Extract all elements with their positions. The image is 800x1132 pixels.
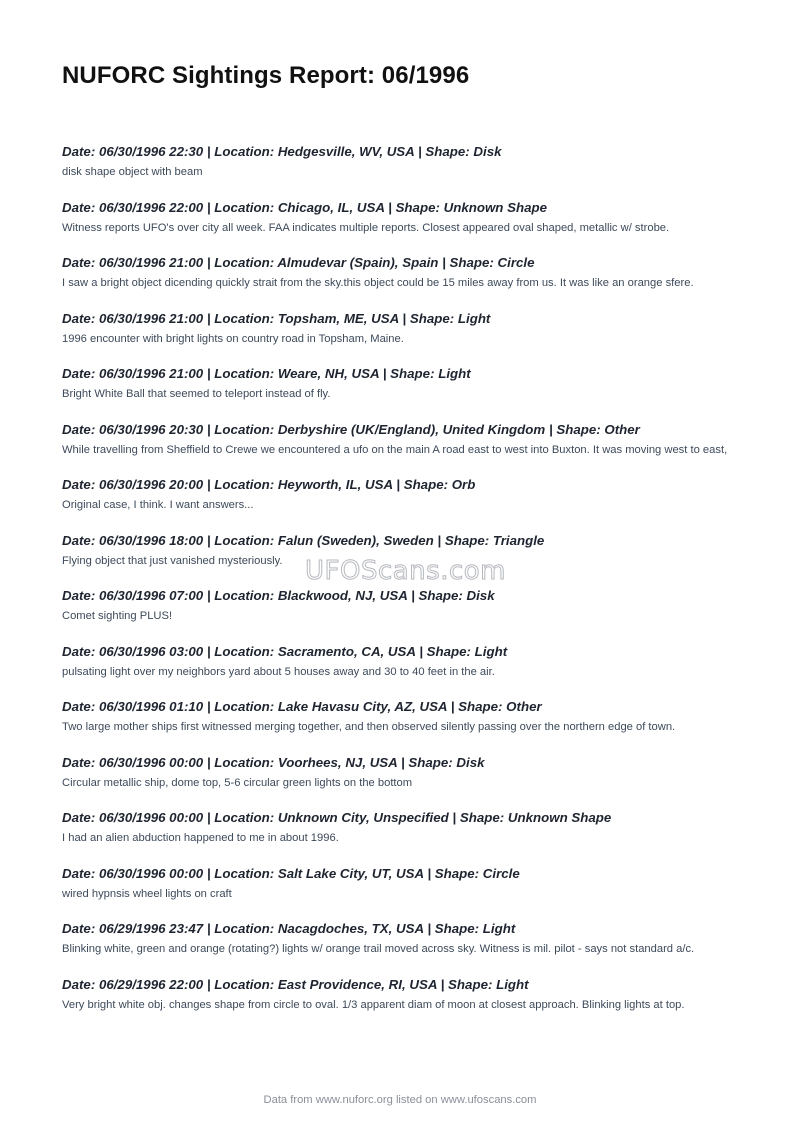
sighting-heading: Date: 06/30/1996 21:00 | Location: Topsham, ME, USA | Shape: Light	[62, 310, 491, 326]
sighting-entry	[62, 254, 742, 292]
sighting-entry	[62, 199, 742, 237]
sighting-entry	[62, 532, 742, 570]
sighting-description: pulsating light over my neighbors yard about 5 houses away and 30 to 40 feet in the air.	[62, 665, 495, 678]
sighting-description: While travelling from Sheffield to Crewe we encountered a ufo on the main A road east to west into Buxton. It was moving west to east,	[62, 443, 728, 456]
sighting-entry	[62, 365, 742, 403]
sighting-heading: Date: 06/30/1996 20:00 | Location: Heyworth, IL, USA | Shape: Orb	[62, 477, 476, 492]
sighting-entry	[62, 976, 742, 1014]
sighting-entry	[62, 143, 742, 181]
page-footer: Data from www.nuforc.org listed on www.ufoscans.com	[263, 1094, 537, 1106]
sighting-description: Very bright white obj. changes shape from circle to oval. 1/3 apparent diam of moon at closest approach. Blinking lights at top.	[62, 998, 685, 1011]
sighting-description: Two large mother ships first witnessed merging together, and then observed silently passing over the northern edge of town.	[62, 721, 676, 733]
sighting-entry	[62, 920, 742, 958]
sighting-description: Original case, I think. I want answers...	[62, 499, 254, 511]
sighting-description: I saw a bright object dicending quickly strait from the sky.this object could be 15 miles away from us. It was like an orange sfere.	[62, 277, 694, 289]
sighting-heading: Date: 06/30/1996 22:00 | Location: Chicago, IL, USA | Shape: Unknown Shape	[62, 199, 548, 215]
sighting-entry	[62, 865, 742, 903]
sighting-description: I had an alien abduction happened to me in about 1996.	[62, 832, 339, 844]
sighting-description: Blinking white, green and orange (rotating?) lights w/ orange trail moved across sky. Witness is mil. pilot - says not standard a/c.	[62, 943, 695, 955]
sighting-heading: Date: 06/30/1996 00:00 | Location: Voorhees, NJ, USA | Shape: Disk	[62, 754, 485, 770]
sighting-entry	[62, 754, 742, 792]
sighting-description: Flying object that just vanished mysteriously.	[62, 554, 283, 567]
sighting-entry	[62, 310, 742, 348]
sighting-entry	[62, 643, 742, 681]
page-title: NUFORC Sightings Report: 06/1996	[62, 62, 470, 89]
sighting-description: Bright White Ball that seemed to teleport instead of fly.	[62, 388, 331, 400]
sighting-heading: Date: 06/30/1996 03:00 | Location: Sacramento, CA, USA | Shape: Light	[62, 643, 508, 659]
sighting-entry	[62, 809, 742, 847]
sighting-description: 1996 encounter with bright lights on country road in Topsham, Maine.	[62, 332, 404, 345]
watermark: UFOScans.com	[305, 556, 506, 586]
sighting-list	[62, 143, 742, 1031]
sighting-heading: Date: 06/30/1996 22:30 | Location: Hedgesville, WV, USA | Shape: Disk	[62, 144, 502, 159]
sighting-heading: Date: 06/30/1996 00:00 | Location: Salt Lake City, UT, USA | Shape: Circle	[62, 865, 520, 881]
sighting-heading: Date: 06/30/1996 00:00 | Location: Unknown City, Unspecified | Shape: Unknown Shape	[62, 810, 612, 825]
sighting-description: Comet sighting PLUS!	[62, 610, 173, 622]
sighting-description: Circular metallic ship, dome top, 5-6 circular green lights on the bottom	[62, 776, 413, 789]
sighting-description: disk shape object with beam	[62, 166, 203, 178]
sighting-description: Witness reports UFO's over city all week. FAA indicates multiple reports. Closest appeared oval shaped, metallic w/ strobe.	[62, 221, 670, 234]
sighting-entry	[62, 698, 742, 736]
sighting-entry	[62, 476, 742, 514]
sighting-heading: Date: 06/30/1996 07:00 | Location: Blackwood, NJ, USA | Shape: Disk	[62, 588, 495, 603]
sighting-entry	[62, 421, 742, 459]
sighting-heading: Date: 06/30/1996 21:00 | Location: Weare, NH, USA | Shape: Light	[62, 366, 471, 381]
sighting-heading: Date: 06/30/1996 21:00 | Location: Almudevar (Spain), Spain | Shape: Circle	[62, 255, 535, 270]
sighting-heading: Date: 06/30/1996 01:10 | Location: Lake Havasu City, AZ, USA | Shape: Other	[62, 699, 542, 714]
sighting-heading: Date: 06/30/1996 18:00 | Location: Falun (Sweden), Sweden | Shape: Triangle	[62, 532, 545, 548]
sighting-entry	[62, 587, 742, 625]
sighting-heading: Date: 06/29/1996 23:47 | Location: Nacagdoches, TX, USA | Shape: Light	[62, 921, 516, 936]
sighting-description: wired hypnsis wheel lights on craft	[62, 887, 232, 900]
sighting-heading: Date: 06/30/1996 20:30 | Location: Derbyshire (UK/England), United Kingdom | Shape: Other	[62, 421, 640, 437]
sighting-heading: Date: 06/29/1996 22:00 | Location: East Providence, RI, USA | Shape: Light	[62, 976, 529, 992]
